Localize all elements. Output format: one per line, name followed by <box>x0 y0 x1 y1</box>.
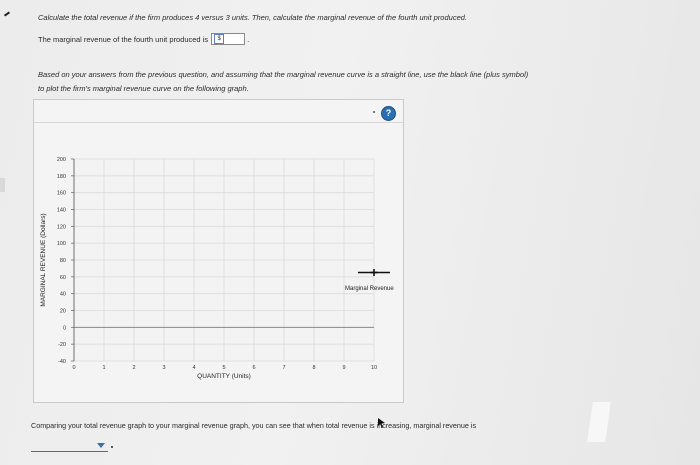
instruction-line-1: Based on your answers from the previous question, and assuming that the marginal revenue curve is a straight line, use the black line (plus symbol) <box>38 70 529 79</box>
marginal-revenue-input[interactable] <box>211 33 245 45</box>
y-tick-label: -20 <box>58 342 66 349</box>
y-tick-label: 80 <box>59 258 66 264</box>
y-axis-label: MARGINAL REVENUE (Dollars) <box>40 213 47 307</box>
x-tick-label: 1 <box>102 365 106 371</box>
x-tick-label: 3 <box>162 365 166 371</box>
x-tick-label: 6 <box>252 365 256 371</box>
corner-mark <box>4 11 10 16</box>
y-tick-label: 20 <box>59 308 66 315</box>
y-tick-label: 60 <box>59 274 66 281</box>
x-tick-label: 10 <box>370 365 378 371</box>
x-tick-label: 8 <box>312 365 316 371</box>
x-tick-label: 4 <box>192 365 196 371</box>
dollar-prefix: $ <box>214 34 224 44</box>
plus-line-legend-icon[interactable] <box>357 268 391 277</box>
x-tick-label: 5 <box>222 365 226 371</box>
y-tick-label: 180 <box>56 173 66 180</box>
instruction-line-2: to plot the firm's marginal revenue curve on the following graph. <box>38 84 249 93</box>
comparison-text: Comparing your total revenue graph to your marginal revenue graph, you can see that when total revenue is increasing, marginal revenue is <box>31 421 477 430</box>
help-icon[interactable]: ? <box>381 106 396 121</box>
marginal-revenue-chart[interactable] <box>34 100 405 404</box>
x-tick-label: 7 <box>282 365 286 371</box>
left-edge-bar <box>0 178 5 192</box>
y-tick-label: 140 <box>56 207 66 214</box>
dropdown-suffix <box>111 446 113 448</box>
y-tick-label: 40 <box>59 291 66 298</box>
screen-glare <box>587 402 611 442</box>
dropdown-arrow-icon[interactable] <box>97 443 105 448</box>
legend-label: Marginal Revenue <box>345 286 394 292</box>
question-text: Calculate the total revenue if the firm produces 4 versus 3 units. Then, calculate the marginal revenue of the fourth unit produced. <box>38 13 467 22</box>
x-axis-label: QUANTITY (Units) <box>197 373 251 380</box>
answer-suffix: . <box>247 34 250 44</box>
x-tick-label: 9 <box>342 365 346 371</box>
x-tick-label: 2 <box>132 365 136 371</box>
marginal-revenue-dropdown[interactable] <box>31 442 108 452</box>
y-tick-label: 100 <box>56 241 66 248</box>
answer-prompt: The marginal revenue of the fourth unit produced is <box>38 34 209 44</box>
y-tick-label: -40 <box>58 359 66 365</box>
y-tick-label: 160 <box>56 190 66 197</box>
x-tick-label: 0 <box>72 365 76 371</box>
y-tick-label: 200 <box>56 157 66 163</box>
y-tick-label: 120 <box>56 224 66 231</box>
graph-panel <box>33 99 404 403</box>
y-tick-label: 0 <box>62 325 66 332</box>
answer-row <box>38 33 249 45</box>
